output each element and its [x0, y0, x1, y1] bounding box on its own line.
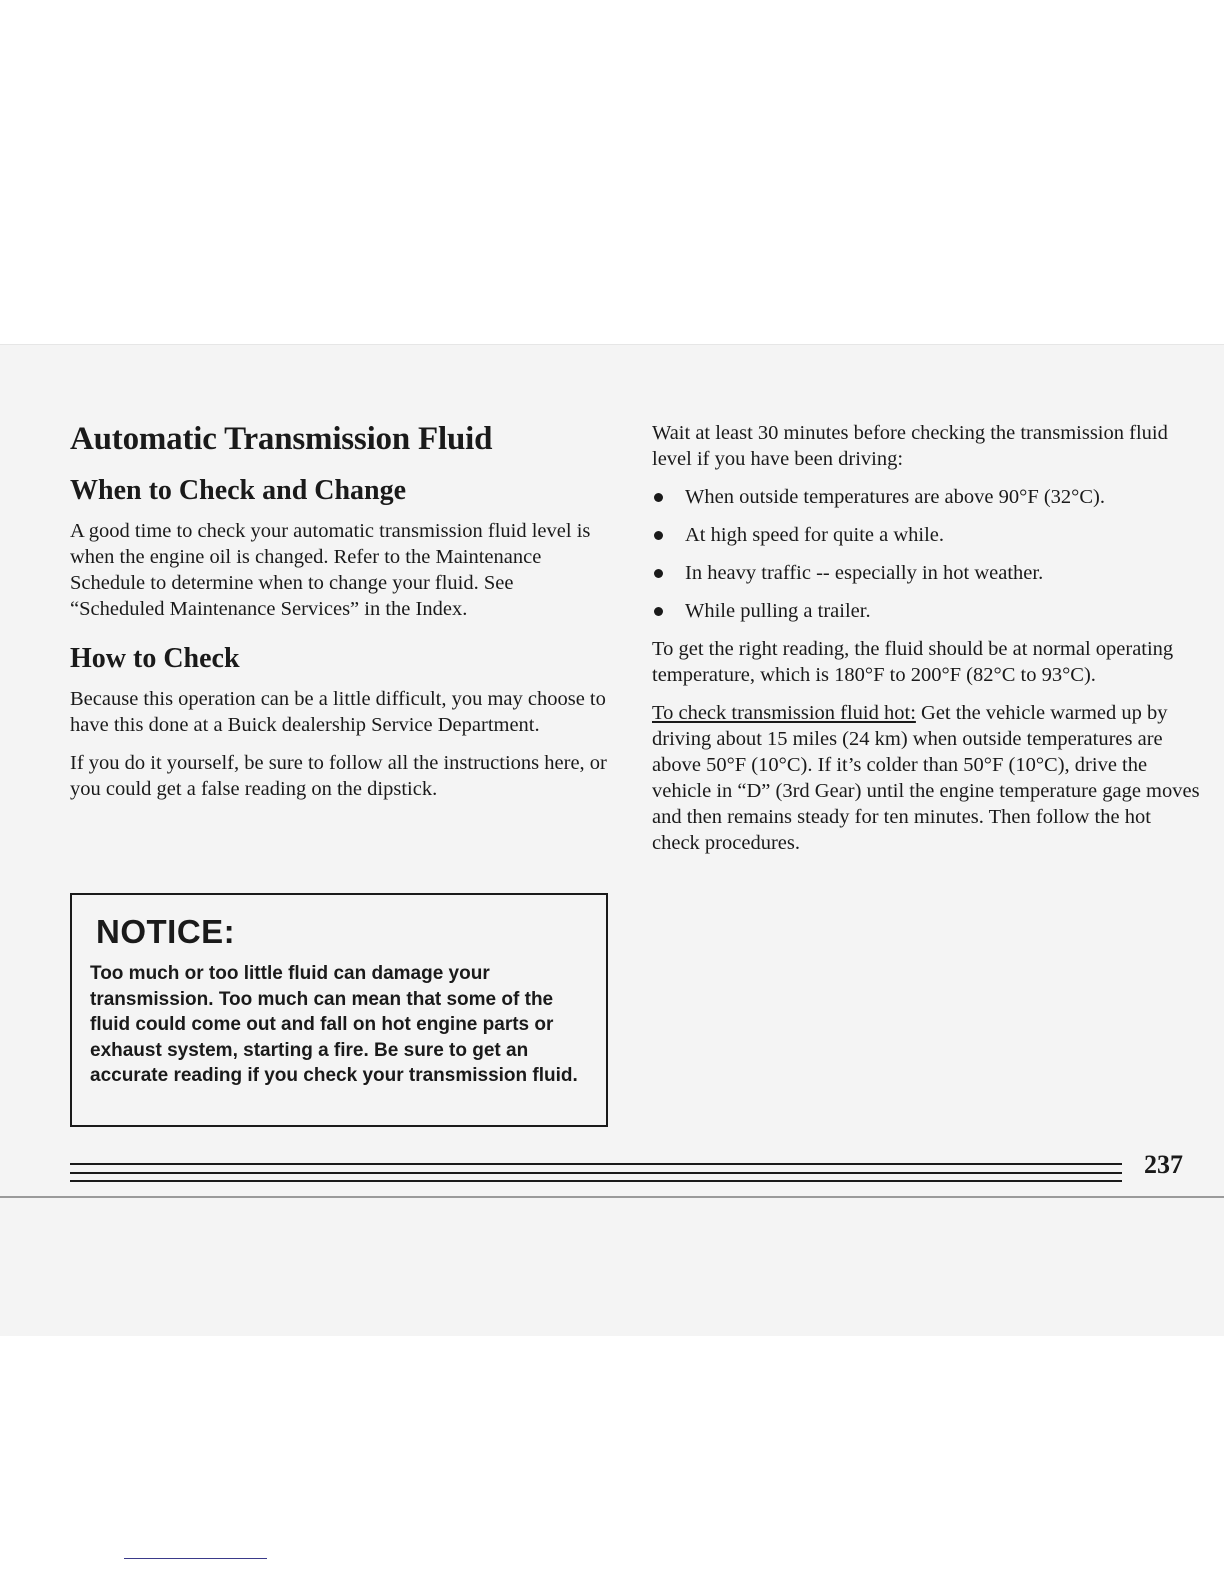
- notice-box: [70, 893, 608, 1127]
- hot-check-text: Get the vehicle warmed up by driving about 15 miles (24 km) when outside temperatures are above 50°F (10°C). If it’s colder than 50°F (10°C), drive the vehicle in “D” (3rd Gear) until the engine temperature gage moves and then remains steady for ten minutes. Then follow the hot check procedures.: [652, 702, 1200, 854]
- list-item-text: In heavy traffic -- especially in hot weather.: [685, 562, 1044, 584]
- left-column: [70, 418, 610, 802]
- list-item: [652, 484, 1202, 510]
- hot-check-label: To check transmission fluid hot:: [652, 702, 916, 724]
- driving-conditions-list: [652, 484, 1202, 624]
- footer-rule: [70, 1180, 1122, 1182]
- how-to-check-heading: How to Check: [70, 643, 240, 674]
- bullet-icon: [654, 531, 663, 540]
- list-item-text: At high speed for quite a while.: [685, 524, 945, 546]
- reading-paragraph: To get the right reading, the fluid should be at normal operating temperature, which is 180°F to 200°F (82°C to 93°C).: [652, 638, 1174, 686]
- wait-intro: Wait at least 30 minutes before checking the transmission fluid level if you have been driving:: [652, 422, 1168, 470]
- list-item: [652, 560, 1202, 586]
- right-column: [652, 418, 1202, 856]
- bullet-icon: [654, 607, 663, 616]
- bullet-icon: [654, 569, 663, 578]
- page-edge-top: [0, 344, 1224, 345]
- list-item: [652, 522, 1202, 548]
- when-to-check-heading: When to Check and Change: [70, 475, 407, 506]
- bullet-icon: [654, 493, 663, 502]
- page-title: Automatic Transmission Fluid: [70, 421, 493, 457]
- footer-rule: [70, 1172, 1122, 1174]
- page-number: 237: [1144, 1150, 1183, 1179]
- stray-line: [124, 1558, 267, 1559]
- how-to-check-paragraph-1: Because this operation can be a little difficult, you may choose to have this done at a Buick dealership Service Department.: [70, 688, 606, 736]
- list-item-text: While pulling a trailer.: [685, 600, 871, 622]
- list-item-text: When outside temperatures are above 90°F (32°C).: [685, 486, 1105, 508]
- notice-title: NOTICE:: [96, 913, 236, 950]
- hot-check-paragraph: [652, 700, 1202, 856]
- footer-rule: [70, 1163, 1122, 1165]
- notice-text: Too much or too little fluid can damage your transmission. Too much can mean that some of the fluid could come out and fall on hot engine parts or exhaust system, starting a fire. Be sure to get an accurate reading if you check your transmission fluid.: [90, 963, 578, 1086]
- when-to-check-paragraph: A good time to check your automatic transmission fluid level is when the engine oil is changed. Refer to the Maintenance Schedule to determine when to change your fluid. See “Scheduled Maintenance Services” in the Index.: [70, 520, 591, 620]
- page-edge-bottom: [0, 1196, 1224, 1198]
- how-to-check-paragraph-2: If you do it yourself, be sure to follow all the instructions here, or you could get a false reading on the dipstick.: [70, 752, 607, 800]
- list-item: [652, 598, 1202, 624]
